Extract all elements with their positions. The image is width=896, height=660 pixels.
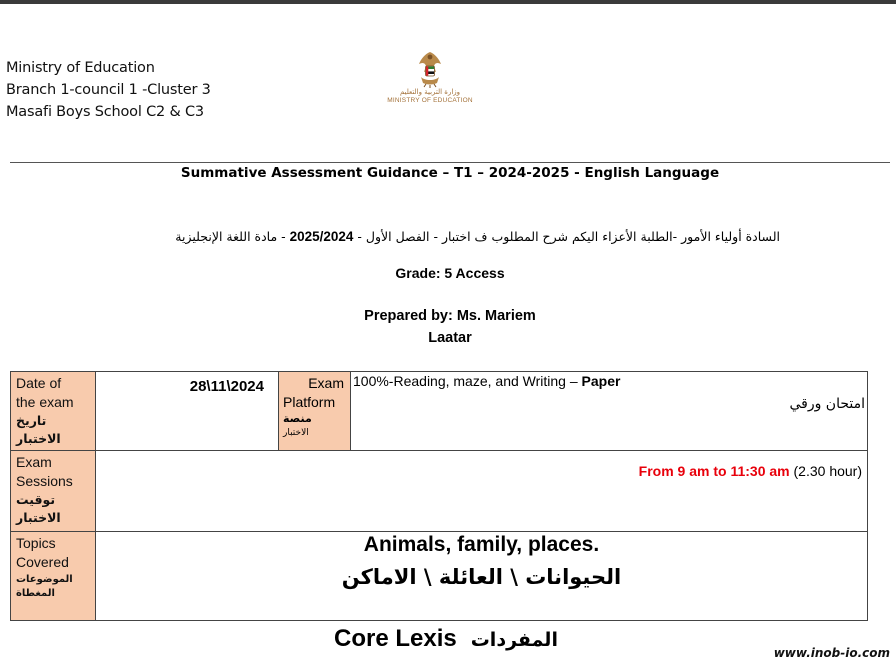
prepared-by-line2: Laatar bbox=[428, 330, 472, 346]
prepared-by-line1: Prepared by: Ms. Mariem bbox=[364, 308, 536, 324]
site-watermark: www.inob-io.com bbox=[773, 646, 890, 660]
date-label-ar: تاريخ الاختبار bbox=[16, 413, 61, 446]
date-label-en-1: Date of bbox=[16, 375, 62, 391]
topics-label-ar-2: المغطاة bbox=[16, 588, 55, 599]
sessions-time: From 9 am to 11:30 am bbox=[638, 463, 790, 479]
document-title: Summative Assessment Guidance – T1 – 2024-2025 - English Language bbox=[180, 165, 720, 181]
arabic-intro-after: - مادة اللغة الإنجليزية bbox=[175, 229, 290, 244]
table-row-sessions bbox=[11, 451, 868, 532]
topics-label-2: Covered bbox=[16, 554, 69, 570]
platform-value-cell bbox=[351, 372, 868, 451]
top-border bbox=[0, 0, 896, 4]
sessions-label-1: Exam bbox=[16, 454, 52, 470]
school-info bbox=[6, 57, 211, 123]
ministry-name: Ministry of Education bbox=[6, 60, 155, 76]
sessions-label-cell bbox=[11, 451, 96, 532]
exam-info-table bbox=[10, 371, 868, 621]
arabic-intro bbox=[175, 229, 780, 244]
topics-label-ar-1: الموضوعات bbox=[16, 574, 73, 585]
arabic-intro-year: 2025/2024 bbox=[289, 229, 354, 244]
sessions-value-cell bbox=[96, 451, 868, 532]
platform-value: 100%-Reading, maze, and Writing – bbox=[353, 373, 582, 389]
topics-value-cell bbox=[96, 532, 868, 621]
platform-label-cell bbox=[279, 372, 351, 451]
school-name: Masafi Boys School C2 & C3 bbox=[6, 104, 204, 120]
sessions-duration: (2.30 hour) bbox=[789, 463, 862, 479]
core-lexis-en: Core Lexis bbox=[334, 625, 457, 652]
platform-label-1: Exam bbox=[308, 375, 344, 391]
topics-en: Animals, family, places. bbox=[363, 533, 600, 556]
arabic-intro-before: السادة أولياء الأمور -الطلبة الأعزاء اليكم شرح المطلوب ف اختبار - الفصل الأول - bbox=[353, 229, 780, 244]
date-label-en-2: the exam bbox=[16, 394, 74, 410]
topics-label-1: Topics bbox=[16, 535, 56, 551]
date-label-cell bbox=[11, 372, 96, 451]
table-row-topics bbox=[11, 532, 868, 621]
platform-label-ar-2: الاختبار bbox=[283, 428, 309, 438]
header-divider bbox=[10, 162, 890, 163]
branch-name: Branch 1-council 1 -Cluster 3 bbox=[6, 82, 211, 98]
sessions-label-2: Sessions bbox=[16, 473, 73, 489]
logo-arabic-text: وزارة التربية والتعليم bbox=[399, 88, 461, 96]
platform-value-ar: امتحان ورقي bbox=[789, 396, 865, 412]
logo-english-text: MINISTRY OF EDUCATION bbox=[387, 97, 473, 104]
ministry-logo bbox=[380, 50, 480, 124]
sessions-label-ar: توقيت الاختبار bbox=[16, 492, 61, 525]
core-lexis-ar: المفردات bbox=[470, 629, 558, 651]
date-value: 28\11\2024 bbox=[96, 372, 279, 451]
table-row-date bbox=[11, 372, 868, 451]
core-lexis-heading bbox=[334, 625, 558, 653]
uae-emblem-icon bbox=[415, 50, 445, 88]
grade-label: Grade: 5 Access bbox=[395, 265, 505, 281]
platform-value-bold: Paper bbox=[581, 373, 621, 389]
platform-label-2: Platform bbox=[283, 394, 336, 410]
topics-ar: الحيوانات \ العائلة \ الاماكن bbox=[341, 565, 622, 589]
topics-label-cell bbox=[11, 532, 96, 621]
platform-label-ar-1: منصة bbox=[283, 412, 312, 425]
